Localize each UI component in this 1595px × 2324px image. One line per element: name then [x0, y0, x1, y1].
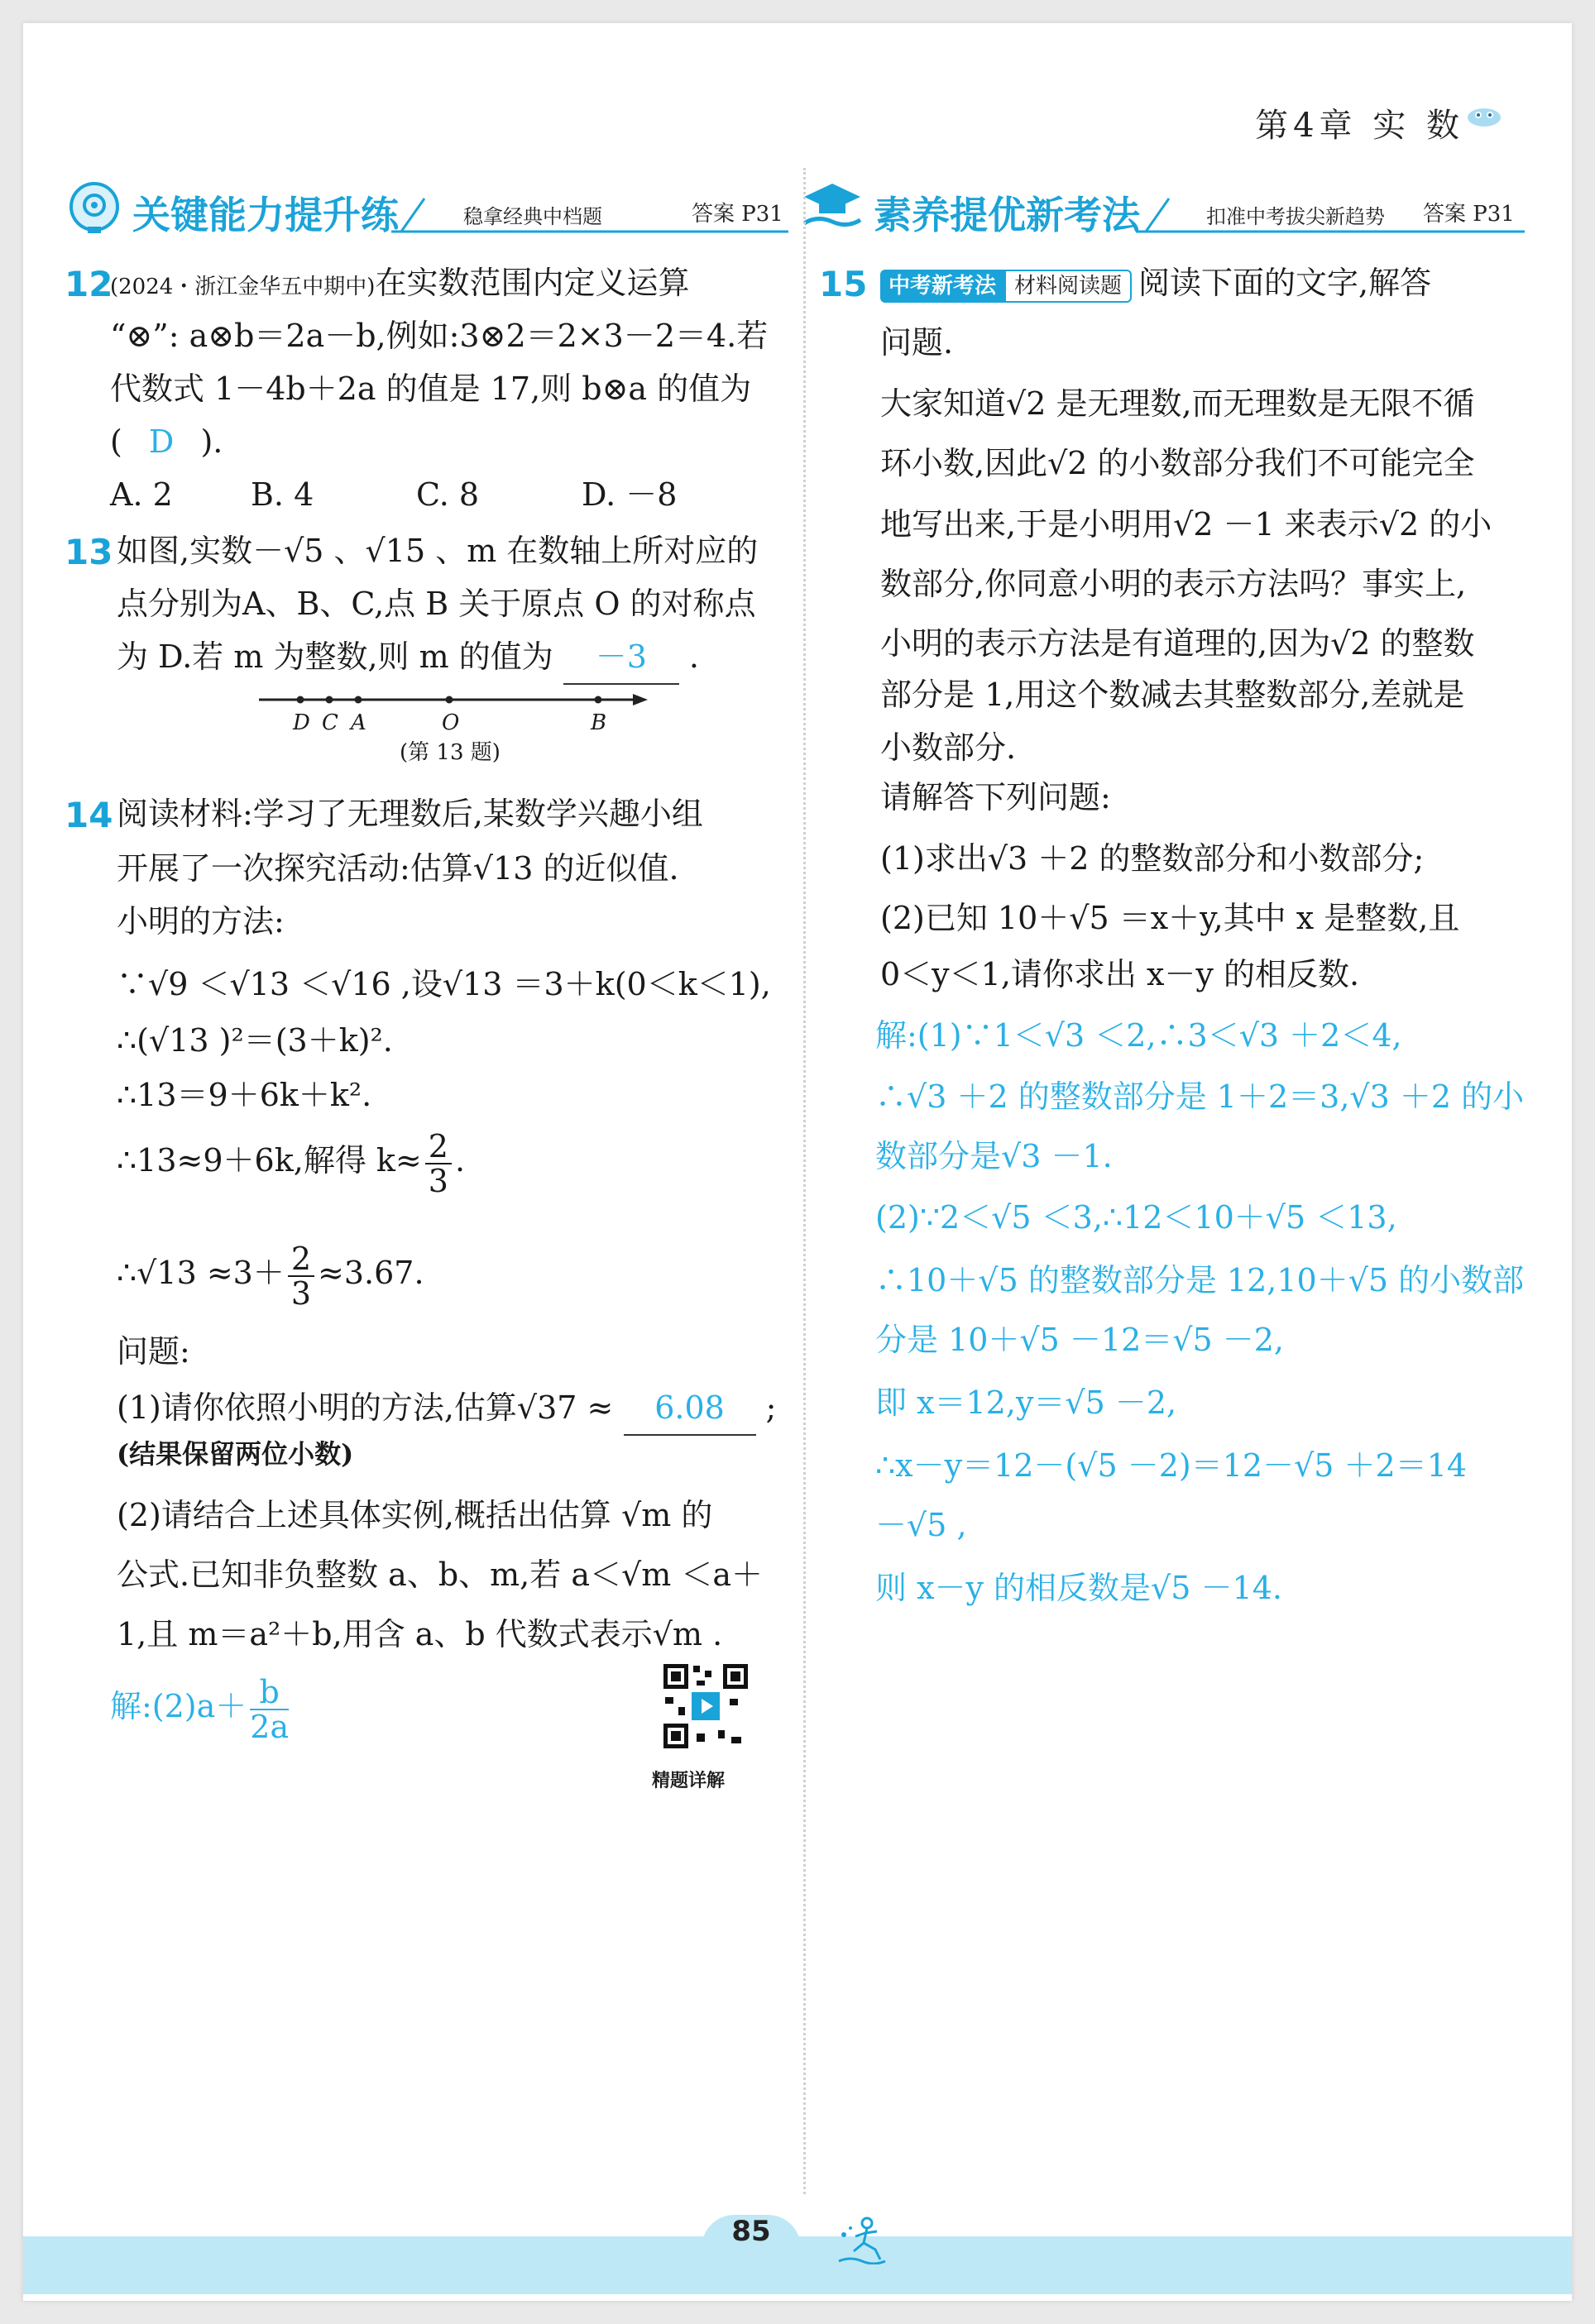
q15-line-11: (1)求出√3 ＋2 的整数部分和小数部分; — [880, 840, 1425, 877]
q15-solution-1: 解:(1)∵1＜√3 ＜2,∴3＜√3 ＋2＜4, — [875, 1017, 1402, 1054]
q14-text-7: ∴13≈9＋6k,解得 k≈ — [117, 1142, 422, 1179]
q15-line-4: 环小数,因此√2 的小数部分我们不可能完全 — [880, 445, 1475, 481]
axis-label-o: O — [442, 710, 460, 735]
q14-text-10: (1)请你依照小明的方法,估算√37 ≈ — [117, 1389, 614, 1426]
q14-line-4: ∵√9 ＜√13 ＜√16 ,设√13 ＝3＋k(0＜k＜1), — [117, 966, 771, 1002]
axis-label-c: C — [322, 710, 338, 735]
denominator: 2a — [250, 1708, 290, 1745]
q14-line-9: 问题: — [117, 1333, 190, 1370]
q15-solution-5: ∴10＋√5 的整数部分是 12,10＋√5 的小数部 — [875, 1262, 1525, 1298]
q15-text-1: 阅读下面的文字,解答 — [1138, 265, 1432, 301]
q12-option-a: A. 2 — [110, 476, 173, 513]
left-banner-title: 关键能力提升练 — [132, 193, 399, 237]
q14-line-6: ∴13＝9＋6k＋k². — [117, 1077, 372, 1113]
q15-solution-3: 数部分是√3 －1. — [875, 1138, 1113, 1174]
q15-line-10: 请解答下列问题: — [880, 779, 1111, 815]
q12-source: (2024・浙江金华五中期中) — [110, 275, 376, 299]
axis-label-b: B — [591, 710, 607, 735]
figure-caption: (第 13 题) — [400, 740, 501, 765]
axis-label-a: A — [351, 710, 366, 735]
q14-line-14: 1,且 m＝a²＋b,用含 a、b 代数式表示√m . — [117, 1616, 723, 1652]
q14-text-8: ∴√13 ≈3＋ — [117, 1255, 285, 1291]
q15-line-1 — [880, 256, 1431, 309]
q15-solution-9: －√5 , — [875, 1507, 967, 1543]
q12-line-2: “⊗”: a⊗b＝2a－b,例如:3⊗2＝2×3－2＝4.若 — [110, 318, 769, 354]
qr-caption: 精题详解 — [652, 1771, 726, 1791]
chapter-header: 第4章 实 数 — [1255, 107, 1464, 145]
right-banner-title: 素养提优新考法 — [874, 193, 1140, 237]
question-number-13: 13 — [65, 532, 113, 572]
q15-line-7: 小明的表示方法是有道理的,因为√2 的整数 — [880, 625, 1475, 662]
q14-answer-blank: 6.08 — [624, 1381, 756, 1436]
page-footer-band — [23, 2236, 1572, 2294]
semicolon: ; — [765, 1389, 777, 1426]
question-number-15: 15 — [819, 264, 868, 304]
tag-new-exam-method: 中考新考法 — [880, 270, 1004, 303]
question-number-14: 14 — [65, 795, 113, 835]
q13-line-2: 点分别为A、B、C,点 B 关于原点 O 的对称点 — [117, 586, 756, 622]
q14-line-3: 小明的方法: — [117, 903, 285, 940]
q15-line-12: (2)已知 10＋√5 ＝x＋y,其中 x 是整数,且 — [880, 900, 1460, 936]
q15-solution-6: 分是 10＋√5 －12＝√5 －2, — [875, 1322, 1284, 1358]
paren-close: ). — [200, 423, 223, 460]
q12-option-c: C. 8 — [416, 476, 480, 513]
q15-line-13: 0＜y＜1,请你求出 x－y 的相反数. — [880, 956, 1360, 992]
q14-line-12: (2)请结合上述具体实例,概括出估算 √m 的 — [117, 1497, 713, 1533]
left-banner-answer-ref: 答案 P31 — [692, 202, 783, 227]
q15-line-9: 小数部分. — [880, 729, 1017, 766]
running-figure-icon — [834, 2215, 900, 2264]
numerator: 2 — [425, 1130, 452, 1164]
q14-text-8-end: ≈3.67. — [318, 1255, 424, 1291]
q13-answer-blank: －3 — [563, 630, 679, 685]
q13-line-1: 如图,实数－√5 、√15 、m 在数轴上所对应的 — [117, 533, 759, 569]
q15-solution-2: ∴√3 ＋2 的整数部分是 1＋2＝3,√3 ＋2 的小 — [875, 1078, 1525, 1115]
q14-line-13: 公式.已知非负整数 a、b、m,若 a＜√m ＜a＋ — [117, 1557, 763, 1593]
question-number-12: 12 — [65, 264, 113, 304]
period: . — [454, 1142, 466, 1179]
q15-line-8: 部分是 1,用这个数减去其整数部分,差就是 — [880, 677, 1465, 713]
right-banner-subtitle: 扣准中考拔尖新趋势 — [1206, 205, 1385, 228]
q12-option-d: D. －8 — [582, 476, 678, 513]
q15-solution-10: 则 x－y 的相反数是√5 －14. — [875, 1570, 1282, 1606]
q12-answer: D — [148, 423, 175, 460]
tag-reading-material: 材料阅读题 — [1004, 270, 1132, 303]
workbook-page — [23, 23, 1572, 2301]
denominator: 3 — [428, 1162, 448, 1199]
q15-solution-7: 即 x＝12,y＝√5 －2, — [875, 1384, 1177, 1421]
q15-line-5: 地写出来,于是小明用√2 －1 来表示√2 的小 — [880, 506, 1492, 543]
paren-open: ( — [110, 423, 122, 460]
right-banner-answer-ref: 答案 P31 — [1423, 202, 1515, 227]
q14-solution-text: 解:(2)a＋ — [110, 1688, 247, 1724]
numerator: 2 — [288, 1242, 314, 1277]
q15-line-3: 大家知道√2 是无理数,而无理数是无限不循 — [880, 385, 1475, 422]
left-banner-subtitle: 稳拿经典中档题 — [463, 205, 602, 228]
axis-label-d: D — [293, 710, 310, 735]
right-column — [23, 23, 1572, 2173]
period: . — [688, 638, 700, 675]
q15-line-6: 数部分,你同意小明的表示方法吗？事实上, — [880, 566, 1467, 602]
denominator: 3 — [290, 1274, 312, 1312]
page-number: 85 — [731, 2215, 771, 2248]
numerator: b — [250, 1676, 289, 1710]
q15-line-2: 问题. — [880, 324, 954, 361]
q14-line-11: (结果保留两位小数) — [117, 1438, 354, 1470]
q12-text-1: 在实数范围内定义运算 — [375, 265, 690, 301]
q15-solution-8: ∴x－y＝12－(√5 －2)＝12－√5 ＋2＝14 — [875, 1447, 1468, 1484]
q12-option-b: B. 4 — [251, 476, 314, 513]
q14-line-1: 阅读材料:学习了无理数后,某数学兴趣小组 — [117, 796, 703, 832]
q12-line-3: 代数式 1－4b＋2a 的值是 17,则 b⊗a 的值为 — [110, 371, 752, 407]
q15-solution-4: (2)∵2＜√5 ＜3,∴12＜10＋√5 ＜13, — [875, 1199, 1397, 1236]
q14-line-2: 开展了一次探究活动:估算√13 的近似值. — [117, 850, 679, 887]
q13-text-3: 为 D.若 m 为整数,则 m 的值为 — [117, 638, 553, 675]
q14-line-5: ∴(√13 )²＝(3＋k)². — [117, 1022, 393, 1059]
